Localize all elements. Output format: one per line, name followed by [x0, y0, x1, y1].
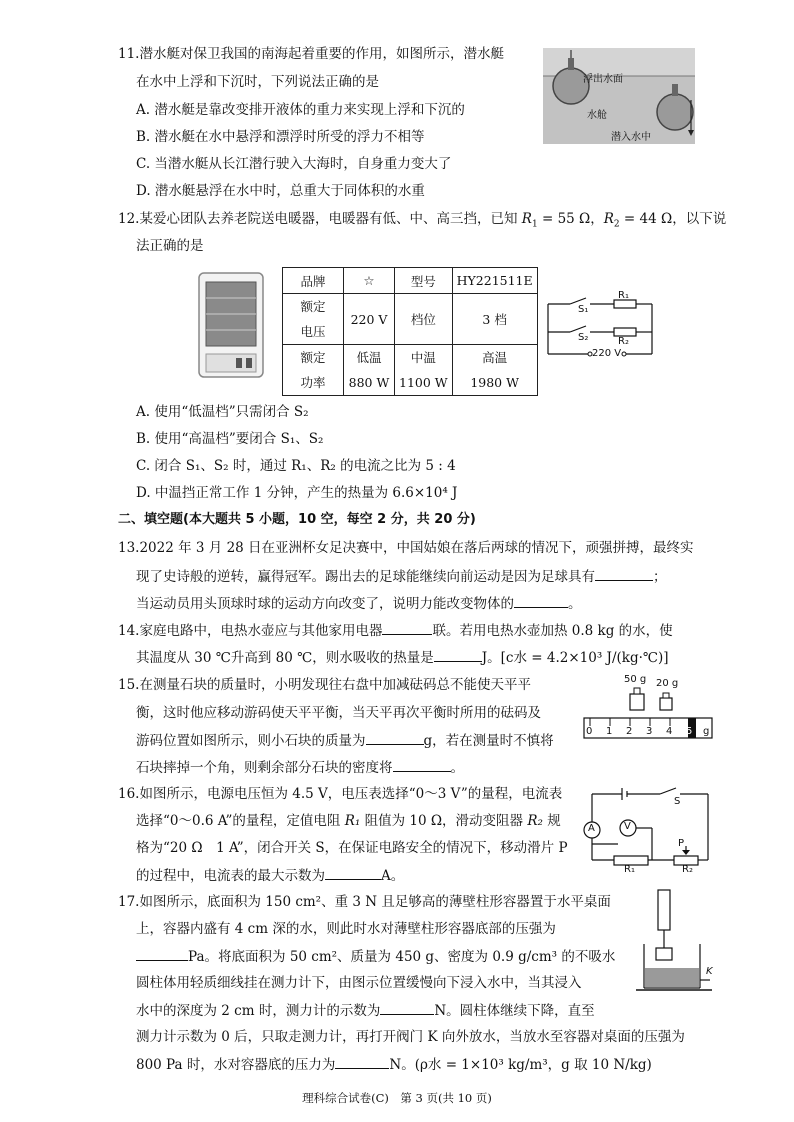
gear-value: 3 档 — [452, 294, 537, 345]
q15-line4 — [136, 757, 464, 778]
q11-option-b: B. 潜水艇在水中悬浮和漂浮时所受的浮力不相等 — [136, 129, 425, 145]
low-gear-cell — [344, 345, 395, 396]
resistor-r2-label: R₂ — [682, 864, 693, 875]
q17-line6: 测力计示数为 0 后，只取走测力计，再打开阀门 K 向外放水，当放水至容器对桌面的压强为 — [136, 1029, 685, 1045]
mid-gear-cell — [395, 345, 453, 396]
gear-label: 档位 — [395, 294, 453, 345]
circuit-r2-label: R₂ — [618, 336, 629, 347]
heater-drawing — [196, 270, 268, 382]
q16-line4-end: A。 — [381, 868, 405, 884]
q12-option-b: B. 使用“高温档”要闭合 S₁、S₂ — [136, 431, 324, 447]
q12-stem-line2: 法正确的是 — [136, 238, 204, 254]
q17-blank-1[interactable] — [136, 946, 188, 961]
circuit-voltage-label: 220 V — [592, 348, 622, 359]
q13-line3-text: 当运动员用头顶球时球的运动方向改变了，说明力能改变物体的 — [136, 596, 514, 612]
mid-label: 中温 — [410, 350, 436, 365]
resistor-r1-label: R₁ — [624, 864, 635, 875]
q12-stem-line1 — [118, 209, 726, 235]
q17-line7 — [136, 1054, 652, 1075]
q17-line1: 17.如图所示，底面积为 150 cm²、重 3 N 且足够高的薄壁柱形容器置于水平桌面 — [118, 894, 611, 910]
q15-line2: 衡，这时他应移动游码使天平平衡，当天平再次平衡时所用的砝码及 — [136, 705, 541, 721]
table-row — [283, 345, 538, 396]
q15-line3 — [136, 730, 554, 751]
scale-tick-1: 1 — [606, 726, 613, 737]
q17-blank-2[interactable] — [380, 1000, 434, 1015]
q16-blank-1[interactable] — [325, 865, 381, 880]
q16-line2-part1: 选择“0～0.6 A”的量程，定值电阻 — [136, 813, 345, 829]
q14-blank-1[interactable] — [382, 620, 432, 635]
q12-r2-symbol: R — [603, 211, 614, 227]
q12-r1-symbol: R — [521, 211, 532, 227]
q11-stem-line2: 在水中上浮和下沉时，下列说法正确的是 — [136, 74, 379, 90]
q13-line3 — [136, 593, 582, 614]
q17-line2: 上，容器内盛有 4 cm 深的水，则此时水对薄壁柱形容器底部的压强为 — [136, 921, 556, 937]
circuit-s2-label: S₂ — [578, 332, 589, 343]
q16-line4 — [136, 865, 404, 886]
q14-line1-text: 14.家庭电路中，电热水壶应与其他家用电器 — [118, 623, 383, 639]
q13-line2-text: 现了史诗般的逆转，赢得冠军。踢出去的足球能继续向前运动是因为足球具有 — [136, 569, 595, 585]
scale-tick-5: 5 — [686, 726, 693, 737]
submarine-figure — [543, 48, 695, 144]
q16-circuit-drawing — [582, 784, 714, 876]
voltage-label-line2: 电压 — [300, 324, 326, 339]
q16-line2-part2: 阻值为 10 Ω，滑动变阻器 — [360, 813, 528, 829]
q16-line2 — [136, 811, 561, 831]
weight-50g-label: 50 g — [624, 674, 647, 685]
scale-unit: g — [703, 726, 710, 737]
heater-spec-table — [282, 267, 538, 396]
q14-line2-text: 其温度从 30 ℃升高到 80 ℃，则水吸收的热量是 — [136, 650, 434, 666]
q16-circuit-diagram — [582, 784, 714, 876]
q17-line5 — [136, 1000, 595, 1021]
scale-tick-2: 2 — [626, 726, 633, 737]
heater-image — [196, 270, 268, 382]
q15-line4-end: 。 — [450, 760, 464, 776]
q15-blank-2[interactable] — [393, 757, 451, 772]
high-label: 高温 — [482, 350, 508, 365]
balance-figure — [582, 672, 714, 742]
q12-stem-part2: = 55 Ω， — [537, 211, 604, 227]
q17-line5-text: 水中的深度为 2 cm 时，测力计的示数为 — [136, 1003, 381, 1019]
circuit-r1-label: R₁ — [618, 290, 629, 301]
high-value: 1980 W — [470, 375, 519, 390]
q12-r1-subscript: 1 — [531, 219, 538, 230]
voltmeter-label: V — [624, 821, 631, 832]
q17-line7-text: 800 Pa 时，水对容器底的压力为 — [136, 1057, 336, 1073]
valve-k-label: K — [706, 966, 713, 977]
q11-option-d: D. 潜水艇悬浮在水中时，总重大于同体积的水重 — [136, 183, 425, 199]
q14-line1 — [118, 620, 673, 641]
low-value: 880 W — [348, 375, 390, 390]
q13-line2 — [136, 566, 667, 587]
q13-line1: 13.2022 年 3 月 28 日在亚洲杯女足决赛中，中国姑娘在落后两球的情况下，顽强拼搏，最终实 — [118, 540, 694, 556]
q17-container-figure — [630, 884, 716, 996]
brand-label: 品牌 — [283, 268, 344, 294]
switch-s-label: S — [674, 796, 681, 807]
q12-r2-subscript: 2 — [613, 219, 620, 230]
q12-option-a: A. 使用“低温档”只需闭合 S₂ — [136, 404, 309, 420]
scale-tick-0: 0 — [586, 726, 593, 737]
label-dive-down: 潜入水中 — [611, 132, 651, 143]
label-float-up: 浮出水面 — [583, 74, 623, 85]
high-gear-cell — [452, 345, 537, 396]
table-row — [283, 294, 538, 345]
q14-line2 — [136, 647, 669, 668]
weight-20g-label: 20 g — [656, 678, 679, 689]
power-label-line2: 功率 — [300, 375, 326, 390]
q13-blank-1[interactable] — [595, 566, 653, 581]
q17-line4: 圆柱体用轻质细线挂在测力计下，由图示位置缓慢向下浸入水中，当其浸入 — [136, 975, 582, 991]
q13-line3-end: 。 — [568, 596, 582, 612]
page-footer: 理科综合试卷(C) 第 3 页(共 10 页) — [302, 1091, 492, 1105]
model-label: 型号 — [395, 268, 453, 294]
q16-r2-symbol: R₂ — [527, 813, 543, 829]
low-label: 低温 — [356, 350, 382, 365]
q12-option-c: C. 闭合 S₁、S₂ 时，通过 R₁、R₂ 的电流之比为 5 : 4 — [136, 458, 456, 474]
label-tank: 水舱 — [587, 110, 607, 121]
q17-blank-3[interactable] — [335, 1054, 389, 1069]
voltage-label-line1: 额定 — [300, 299, 326, 314]
q11-option-c: C. 当潜水艇从长江潜行驶入大海时，自身重力变大了 — [136, 156, 452, 172]
q17-line7-end: N。(ρ水 = 1×10³ kg/m³，g 取 10 N/kg) — [389, 1057, 652, 1073]
q15-line3-text: 游码位置如图所示，则小石块的质量为 — [136, 733, 366, 749]
q17-line5-end: N。圆柱体继续下降，直至 — [434, 1003, 595, 1019]
q16-line3: 格为“20 Ω 1 A”，闭合开关 S，在保证电路安全的情况下，移动滑片 P — [136, 840, 568, 856]
q11-stem-line1: 11.潜水艇对保卫我国的南海起着重要的作用，如图所示，潜水艇 — [118, 46, 504, 62]
q17-line3 — [136, 946, 615, 967]
q16-line1: 16.如图所示，电源电压恒为 4.5 V，电压表选择“0～3 V”的量程，电流表 — [118, 786, 563, 802]
voltage-value: 220 V — [344, 294, 395, 345]
q15-line4-text: 石块摔掉一个角，则剩余部分石块的密度将 — [136, 760, 393, 776]
q15-line1: 15.在测量石块的质量时，小明发现往右盘中加减砝码总不能使天平平 — [118, 677, 531, 693]
power-label — [283, 345, 344, 396]
section-heading: 二、填空题(本大题共 5 小题，10 空，每空 2 分，共 20 分) — [118, 512, 476, 527]
q17-container-drawing — [630, 884, 716, 996]
q12-stem-part1: 12.某爱心团队去养老院送电暖器，电暖器有低、中、高三挡，已知 — [118, 211, 522, 227]
q17-line3-text: Pa。将底面积为 50 cm²、质量为 450 g、密度为 0.9 g/cm³ 的不吸水 — [188, 949, 616, 965]
q16-line4-text: 的过程中，电流表的最大示数为 — [136, 868, 325, 884]
q12-stem-part3: = 44 Ω，以下说 — [619, 211, 727, 227]
voltage-label — [283, 294, 344, 345]
table-row — [283, 268, 538, 294]
q11-option-a: A. 潜水艇是靠改变排开液体的重力来实现上浮和下沉的 — [136, 102, 465, 118]
mid-value: 1100 W — [399, 375, 448, 390]
q16-r1-symbol: R₁ — [344, 813, 361, 829]
q12-circuit-diagram — [544, 290, 656, 364]
q13-blank-2[interactable] — [514, 593, 568, 608]
model-value: HY221511E — [452, 268, 537, 294]
q13-line2-end: ； — [653, 569, 667, 585]
q12-option-d: D. 中温挡正常工作 1 分钟，产生的热量为 6.6×10⁴ J — [136, 485, 458, 501]
brand-value: ☆ — [344, 268, 395, 294]
q15-blank-1[interactable] — [366, 730, 424, 745]
circuit-s1-label: S₁ — [578, 304, 589, 315]
q15-line3-end: g，若在测量时不慎将 — [423, 733, 554, 749]
slider-p-label: P — [678, 838, 685, 849]
power-label-line1: 额定 — [300, 350, 326, 365]
q16-line2-part3: 规 — [542, 813, 561, 829]
scale-tick-4: 4 — [666, 726, 673, 737]
q14-line1-end: 联。若用电热水壶加热 0.8 kg 的水，使 — [432, 623, 673, 639]
ammeter-label: A — [588, 823, 595, 834]
q14-blank-2[interactable] — [434, 647, 482, 662]
q14-line2-end: J。[c水 = 4.2×10³ J/(kg·℃)] — [481, 650, 669, 666]
scale-tick-3: 3 — [646, 726, 653, 737]
